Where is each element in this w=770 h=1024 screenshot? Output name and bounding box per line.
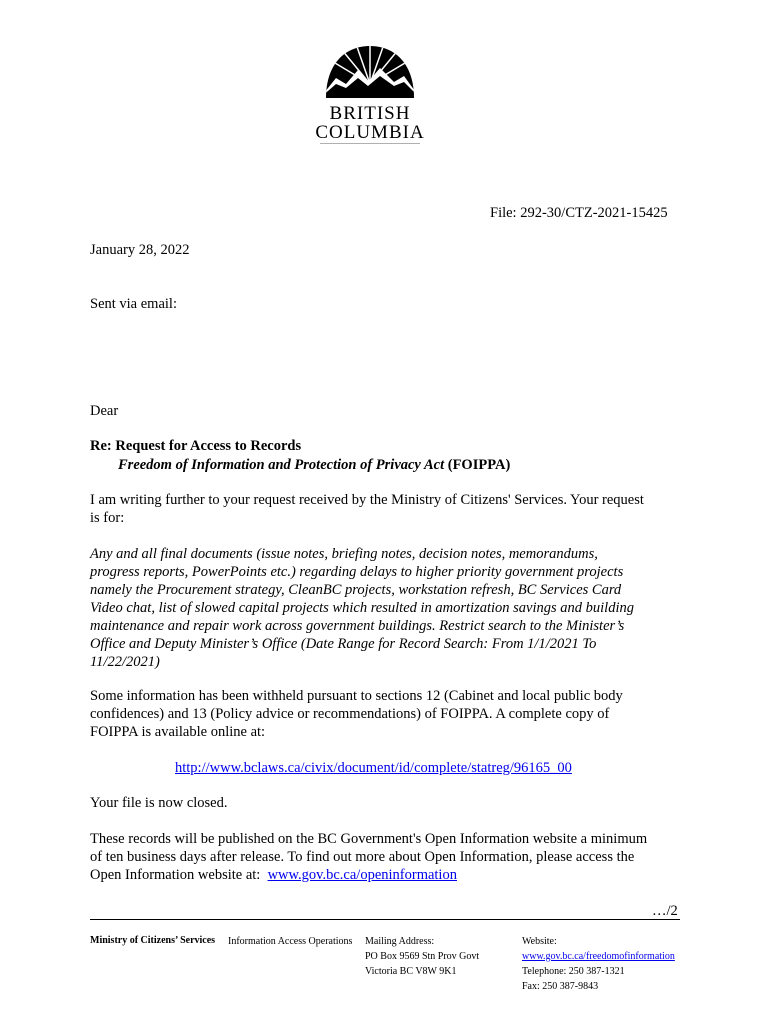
act-title: Freedom of Information and Protection of Privacy Act	[118, 457, 445, 473]
page-continuation: …/2	[652, 903, 678, 919]
withheld-line: Some information has been withheld pursuant to sections 12 (Cabinet and local public body	[90, 688, 623, 704]
publish-line: These records will be published on the BC Government's Open Information website a minimum	[90, 831, 648, 847]
request-line: 11/22/2021)	[90, 654, 160, 670]
logo-text-columbia: COLUMBIA	[315, 122, 425, 143]
request-line: progress reports, PowerPoints etc.) regarding delays to higher priority government projects	[90, 564, 624, 580]
request-line: maintenance and repair work across government buildings. Restrict search to the Minister’s	[90, 618, 625, 634]
withheld-line: FOIPPA is available online at:	[90, 724, 266, 740]
intro-line: I am writing further to your request received by the Ministry of Citizens' Services. Your request	[90, 492, 644, 508]
publish-line-prefix: Open Information website at:	[90, 867, 268, 883]
mailing-label: Mailing Address:	[365, 936, 435, 947]
open-information-link[interactable]: www.gov.bc.ca/openinformation	[267, 867, 457, 883]
withheld-line: confidences) and 13 (Policy advice or recommendations) of FOIPPA. A complete copy of	[90, 706, 610, 722]
bc-government-logo	[300, 40, 440, 150]
publish-paragraph	[90, 830, 690, 884]
intro-paragraph	[90, 491, 690, 527]
letter-date: January 28, 2022	[90, 242, 190, 258]
foi-website-link[interactable]: www.gov.bc.ca/freedomofinformation	[522, 951, 675, 962]
subject-act	[118, 456, 510, 474]
footer-division: Information Access Operations	[228, 936, 353, 947]
request-line: Any and all final documents (issue notes, briefing notes, decision notes, memorandums,	[90, 546, 598, 562]
file-closed-notice: Your file is now closed.	[90, 795, 228, 811]
foippa-statute-link[interactable]: http://www.bclaws.ca/civix/document/id/complete/statreg/96165_00	[175, 760, 572, 776]
footer-mailing-address	[365, 934, 479, 979]
publish-line: of ten business days after release. To find out more about Open Information, please access the	[90, 849, 635, 865]
logo-text-british: BRITISH	[329, 103, 411, 124]
footer-ministry: Ministry of Citizens’ Services	[90, 935, 216, 946]
mailing-line: PO Box 9569 Stn Prov Govt	[365, 951, 480, 962]
act-abbreviation: (FOIPPA)	[444, 457, 511, 473]
file-reference: File: 292-30/CTZ-2021-15425	[490, 205, 668, 221]
request-line: Video chat, list of slowed capital projects which resulted in amortization savings and building	[90, 600, 634, 616]
salutation: Dear	[90, 403, 119, 419]
footer-contact	[522, 934, 675, 994]
mountain-sun-emblem-icon	[300, 40, 440, 104]
fax: Fax: 250 387-9843	[522, 981, 599, 992]
sent-via-label: Sent via email:	[90, 296, 177, 312]
request-line: namely the Procurement strategy, CleanBC projects, workstation refresh, BC Services Card	[90, 582, 622, 598]
request-text	[90, 545, 690, 671]
footer-divider	[90, 919, 680, 920]
request-line: Office and Deputy Minister’s Office (Date Range for Record Search: From 1/1/2021 To	[90, 636, 597, 652]
subject-line: Re: Request for Access to Records	[90, 438, 302, 454]
intro-line: is for:	[90, 510, 125, 526]
logo-divider	[320, 143, 420, 144]
website-label: Website:	[522, 936, 557, 947]
mailing-line: Victoria BC V8W 9K1	[365, 966, 457, 977]
telephone: Telephone: 250 387-1321	[522, 966, 625, 977]
withheld-paragraph	[90, 687, 690, 741]
publish-line	[90, 866, 690, 884]
